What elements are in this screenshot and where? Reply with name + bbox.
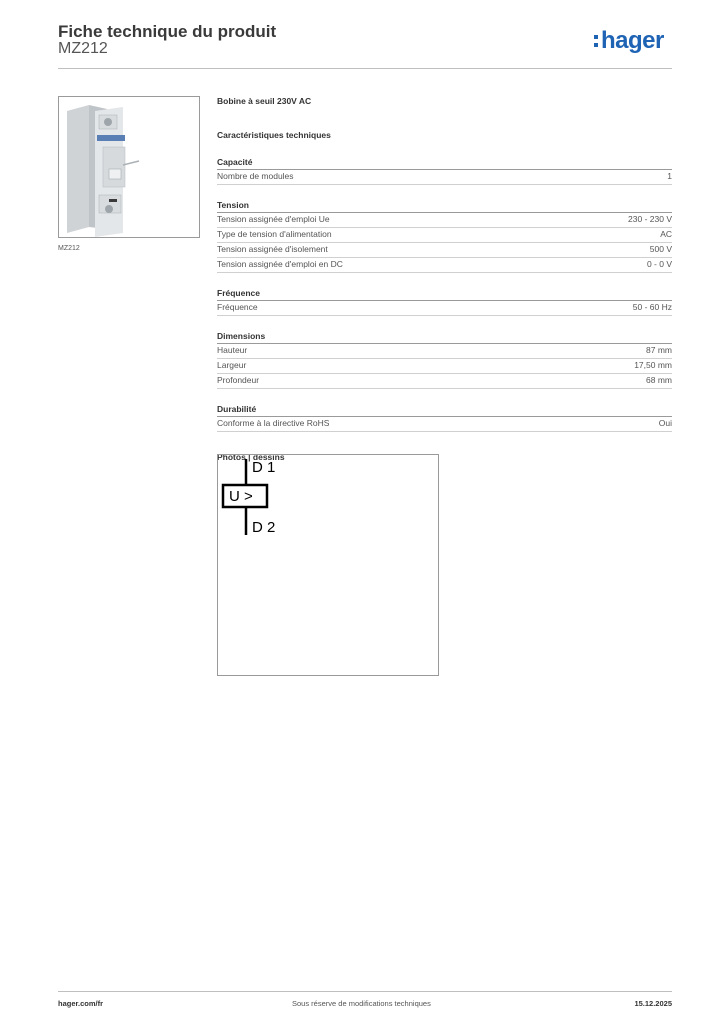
characteristics-heading: Caractéristiques techniques (217, 130, 331, 140)
row-label: Tension assignée d'emploi Ue (217, 214, 330, 224)
section-title: Durabilité (217, 403, 672, 417)
row-value: Oui (658, 418, 672, 428)
row-value: 87 mm (646, 345, 672, 355)
table-row (217, 243, 672, 258)
terminal-d1-label: D 1 (252, 459, 276, 476)
device-illustration (59, 97, 199, 237)
table-row (217, 359, 672, 374)
footer-divider (58, 991, 672, 992)
coil-symbol (218, 455, 438, 675)
row-value: 1 (667, 171, 672, 181)
section-tension (217, 199, 672, 273)
footer-notice: Sous réserve de modifications techniques (292, 999, 431, 1008)
footer-date: 15.12.2025 (634, 999, 672, 1008)
row-value: 68 mm (646, 375, 672, 385)
row-label: Largeur (217, 360, 247, 370)
section-title: Fréquence (217, 287, 672, 301)
row-value: 0 - 0 V (646, 259, 672, 269)
row-value: AC (660, 229, 672, 239)
table-row (217, 213, 672, 228)
section-capacite (217, 156, 672, 185)
table-row (217, 374, 672, 389)
row-label: Type de tension d'alimentation (217, 229, 332, 239)
product-reference: MZ212 (58, 40, 108, 57)
table-row (217, 417, 672, 432)
technical-content (217, 96, 672, 462)
section-frequence (217, 287, 672, 316)
row-label: Conforme à la directive RoHS (217, 418, 330, 428)
row-value: 17,50 mm (634, 360, 672, 370)
product-photo (58, 96, 200, 238)
row-value: 230 - 230 V (628, 214, 672, 224)
row-value: 500 V (649, 244, 672, 254)
hager-logo (594, 29, 664, 53)
header-divider (58, 68, 672, 69)
table-row (217, 301, 672, 316)
section-title: Capacité (217, 156, 672, 170)
wiring-diagram (217, 454, 439, 676)
footer-website-link[interactable]: hager.com/fr (58, 999, 104, 1008)
row-value: 50 - 60 Hz (632, 302, 672, 312)
photos-heading: Photos | dessins (217, 452, 285, 462)
row-label: Fréquence (217, 302, 258, 312)
logo-text: hager (601, 27, 664, 54)
row-label: Hauteur (217, 345, 248, 355)
photo-caption: MZ212 (58, 245, 80, 252)
section-title: Dimensions (217, 330, 672, 344)
row-label: Nombre de modules (217, 171, 294, 181)
coil-label: U > (229, 488, 253, 505)
section-dimensions (217, 330, 672, 389)
product-name: Bobine à seuil 230V AC (217, 96, 312, 106)
table-row (217, 228, 672, 243)
terminal-d2-label: D 2 (252, 519, 276, 536)
row-label: Tension assignée d'emploi en DC (217, 259, 343, 269)
page-title: Fiche technique du produit (58, 22, 277, 41)
section-durabilite (217, 403, 672, 432)
table-row (217, 258, 672, 273)
table-row (217, 170, 672, 185)
logo-dots-icon (594, 35, 599, 51)
row-label: Profondeur (217, 375, 260, 385)
row-label: Tension assignée d'isolement (217, 244, 328, 254)
section-title: Tension (217, 199, 672, 213)
table-row (217, 344, 672, 359)
